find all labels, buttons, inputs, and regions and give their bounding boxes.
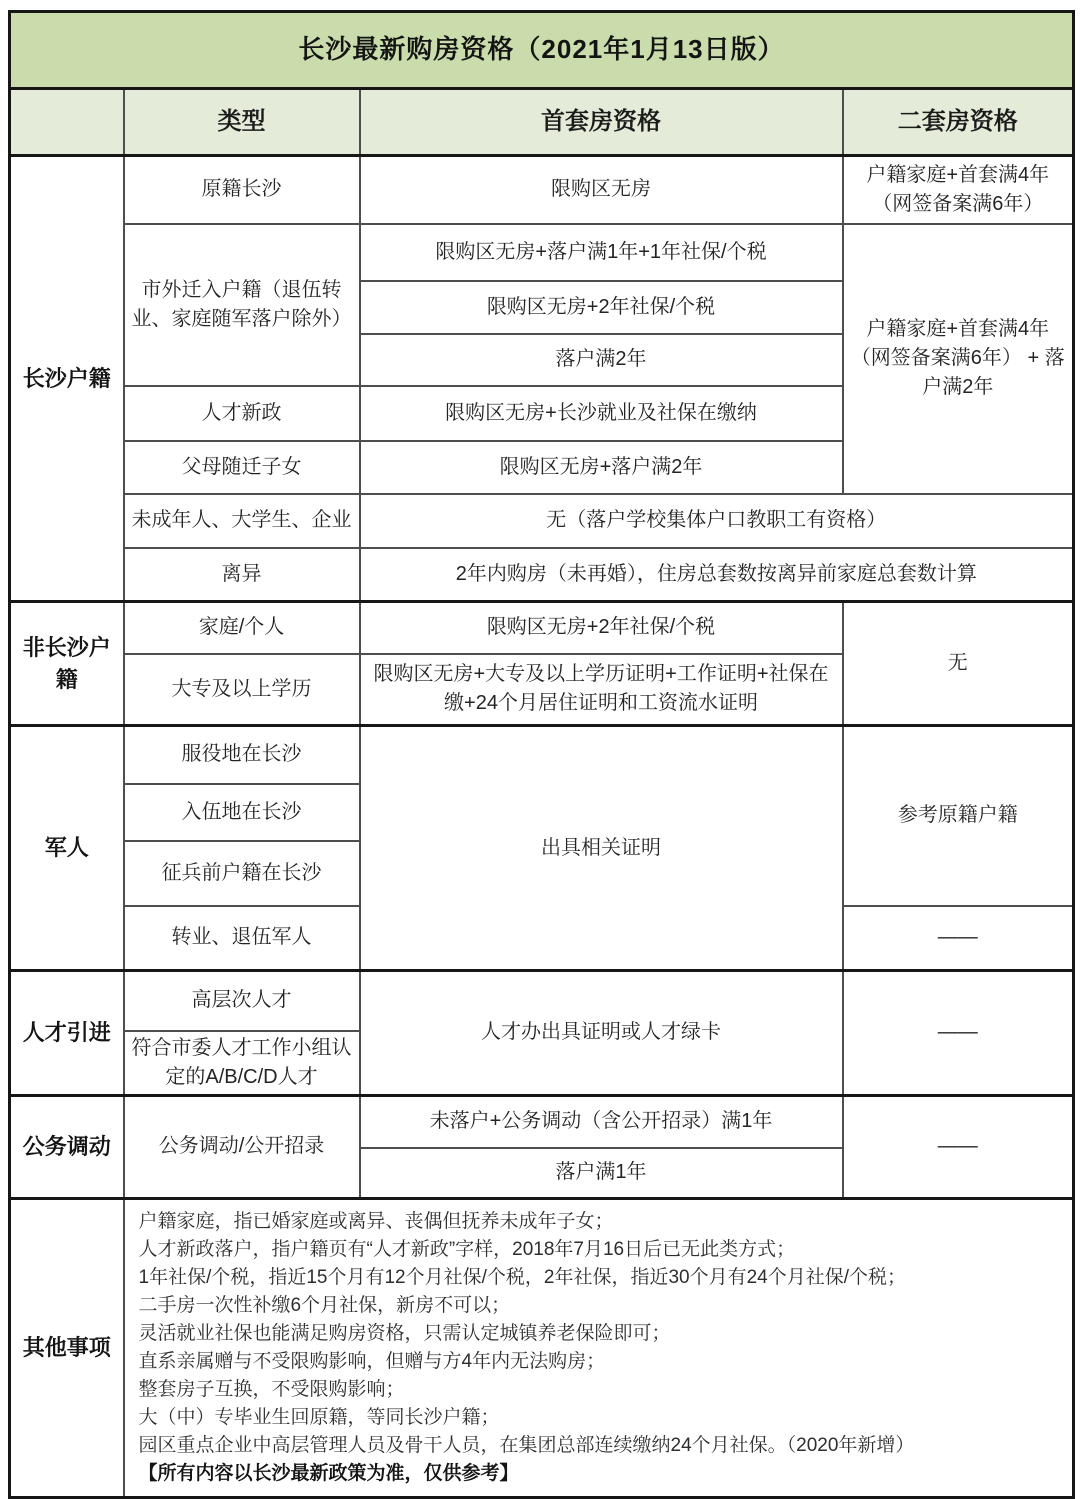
note-line: 二手房一次性补缴6个月社保，新房不可以； [138, 1294, 511, 1316]
second-qual-cell: 无 [843, 602, 1074, 726]
table-row [10, 156, 1074, 224]
table-row [10, 494, 1074, 548]
first-qual-cell: 限购区无房+落户满1年+1年社保/个税 [360, 224, 843, 281]
section-label-non-changsha-hukou: 非长沙户籍 [10, 602, 124, 726]
first-qual-cell: 2年内购房（未再婚），住房总套数按离异前家庭总套数计算 [360, 548, 1074, 602]
first-qual-cell: 限购区无房+大专及以上学历证明+工作证明+社保在缴+24个月居住证明和工资流水证明 [360, 654, 843, 726]
first-qual-cell: 无（落户学校集体户口教职工有资格） [360, 494, 1074, 548]
type-cell: 高层次人才 [124, 971, 360, 1031]
note-line: 直系亲属赠与不受限购影响，但赠与方4年内无法购房； [138, 1350, 606, 1372]
table-row [10, 971, 1074, 1031]
note-line: 园区重点企业中高层管理人员及骨干人员，在集团总部连续缴纳24个月社保。（2020年新增） [138, 1434, 915, 1456]
section-label-military: 军人 [10, 726, 124, 971]
type-cell: 公务调动/公开招录 [124, 1095, 360, 1198]
second-qual-cell: 参考原籍户籍 [843, 726, 1074, 906]
note-line: 人才新政落户，指户籍页有“人才新政”字样，2018年7月16日后已无此类方式； [138, 1238, 796, 1260]
section-label-other-items: 其他事项 [10, 1198, 124, 1497]
first-qual-cell: 限购区无房+2年社保/个税 [360, 602, 843, 654]
title-row [10, 12, 1074, 89]
note-line: 整套房子互换，不受限购影响； [138, 1378, 405, 1400]
type-cell: 转业、退伍军人 [124, 906, 360, 971]
second-qual-cell: 户籍家庭+首套满4年（网签备案满6年） [843, 156, 1074, 224]
type-cell: 家庭/个人 [124, 602, 360, 654]
type-cell: 符合市委人才工作小组认定的A/B/C/D人才 [124, 1031, 360, 1096]
type-cell: 大专及以上学历 [124, 654, 360, 726]
first-qual-cell: 未落户+公务调动（含公开招录）满1年 [360, 1095, 843, 1148]
first-qual-cell: 落户满1年 [360, 1148, 843, 1198]
table-row [10, 726, 1074, 784]
col-header-first-home: 首套房资格 [360, 89, 843, 156]
col-header-type: 类型 [124, 89, 360, 156]
type-cell: 征兵前户籍在长沙 [124, 841, 360, 906]
second-qual-cell: —— [843, 906, 1074, 971]
col-header-stub [10, 89, 124, 156]
type-cell: 原籍长沙 [124, 156, 360, 224]
first-qual-cell: 限购区无房 [360, 156, 843, 224]
policy-table [8, 10, 1075, 1499]
second-qual-cell: —— [843, 1095, 1074, 1198]
first-qual-cell: 限购区无房+2年社保/个税 [360, 281, 843, 334]
table-row [10, 224, 1074, 281]
type-cell: 父母随迁子女 [124, 441, 360, 494]
second-qual-cell: 户籍家庭+首套满4年（网签备案满6年） + 落户满2年 [843, 224, 1074, 494]
first-qual-cell: 人才办出具证明或人才绿卡 [360, 971, 843, 1096]
table-title: 长沙最新购房资格（2021年1月13日版） [10, 12, 1074, 89]
notes-cell [124, 1198, 1074, 1497]
note-line: 1年社保/个税，指近15个月有12个月社保/个税，2年社保，指近30个月有24个月社保/个税； [138, 1266, 907, 1288]
table-row [10, 1095, 1074, 1148]
first-qual-cell: 出具相关证明 [360, 726, 843, 971]
table-row [10, 602, 1074, 654]
section-label-civil-service-transfer: 公务调动 [10, 1095, 124, 1198]
table-row [10, 548, 1074, 602]
first-qual-cell: 落户满2年 [360, 334, 843, 386]
section-label-changsha-hukou: 长沙户籍 [10, 156, 124, 602]
type-cell: 人才新政 [124, 386, 360, 441]
first-qual-cell: 限购区无房+长沙就业及社保在缴纳 [360, 386, 843, 441]
type-cell: 未成年人、大学生、企业 [124, 494, 360, 548]
note-disclaimer: 【所有内容以长沙最新政策为准，仅供参考】 [138, 1462, 519, 1484]
note-line: 大（中）专毕业生回原籍，等同长沙户籍； [138, 1406, 500, 1428]
type-cell: 服役地在长沙 [124, 726, 360, 784]
type-cell: 市外迁入户籍（退伍转业、家庭随军落户除外） [124, 224, 360, 386]
table-row [10, 1198, 1074, 1497]
note-line: 户籍家庭，指已婚家庭或离异、丧偶但抚养未成年子女； [138, 1210, 614, 1232]
note-line: 灵活就业社保也能满足购房资格，只需认定城镇养老保险即可； [138, 1322, 671, 1344]
second-qual-cell: —— [843, 971, 1074, 1096]
first-qual-cell: 限购区无房+落户满2年 [360, 441, 843, 494]
section-label-talent-import: 人才引进 [10, 971, 124, 1096]
col-header-second-home: 二套房资格 [843, 89, 1074, 156]
type-cell: 离异 [124, 548, 360, 602]
column-header-row [10, 89, 1074, 156]
type-cell: 入伍地在长沙 [124, 784, 360, 841]
